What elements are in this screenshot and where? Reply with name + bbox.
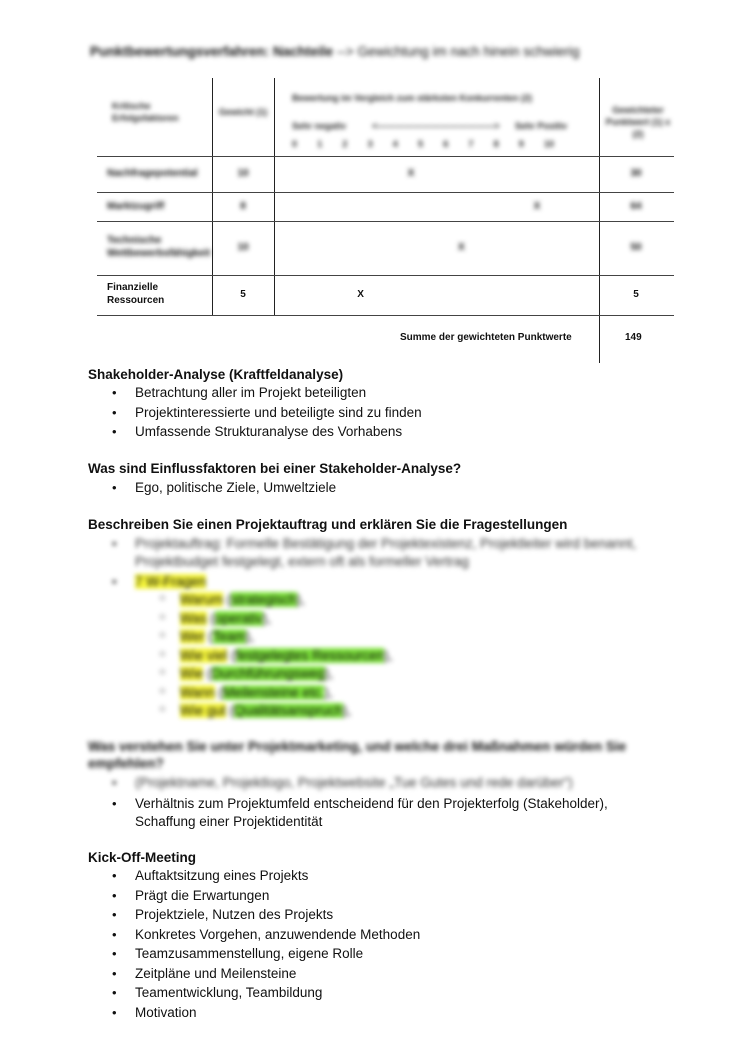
page-heading [90, 44, 580, 59]
factor-name: Nachfragepotential [107, 168, 198, 179]
wfragen-label [135, 574, 206, 589]
list-item: Teamzusammenstellung, eigene Rolle [135, 946, 364, 961]
weight-value: 5 [240, 289, 246, 300]
rating-mark: X [458, 242, 465, 253]
weight-value: 8 [240, 200, 246, 212]
table-divider [274, 78, 275, 316]
rating-mark: X [533, 200, 541, 212]
list-item: Teamentwicklung, Teambildung [135, 985, 323, 1000]
scale-number: 7 [468, 139, 474, 149]
wfrage-question: Wie viel [180, 647, 228, 663]
weighted-value: 50 [630, 242, 642, 253]
sub-bullet: ○ [159, 647, 166, 660]
table-rule [97, 221, 674, 222]
scale-number: 10 [544, 139, 555, 149]
wfrage-item: Wer (Team), [180, 629, 255, 644]
bullet: • [112, 404, 117, 420]
heading-rest-part: --> Gewichtung im nach hinein schwierig [333, 44, 580, 59]
wfrage-question: Was [180, 610, 207, 626]
wfrage-answer: festgelegtes Ressourcen [235, 647, 385, 663]
sub-bullet: ○ [159, 703, 166, 715]
scale-left-label: Sehr negativ [292, 121, 347, 131]
marketing-bullet-2-line1: Verhältnis zum Projektumfeld entscheidend für den Projekterfolg (Stakeholder), [135, 796, 608, 811]
wfrage-item: Wie viel (festgelegtes Ressourcen), [180, 647, 393, 663]
wfrage-answer: Qualitätsanspruch [234, 703, 343, 718]
scale-number: 5 [418, 139, 424, 149]
list-item: Auftaktsitzung eines Projekts [135, 868, 309, 883]
scale-number: 6 [443, 139, 449, 149]
section-heading-marketing-line2: empfehlen? [88, 756, 164, 771]
sub-bullet: ○ [159, 684, 166, 697]
auftrag-text-line2: Projektbudget festgelegt, extern oft als formeller Vertrag [135, 554, 469, 569]
rating-mark: X [357, 289, 364, 300]
sub-bullet: ○ [159, 629, 166, 641]
bullet: • [112, 868, 117, 883]
list-item: Zeitpläne und Meilensteine [135, 965, 297, 981]
bullet: • [112, 985, 117, 1000]
auftrag-text-line1: Projektauftrag: Formelle Bestätigung der Projektexistenz, Projektleiter wird benannt, [135, 536, 637, 551]
list-item: Projektziele, Nutzen des Projekts [135, 907, 334, 922]
bullet: • [112, 536, 117, 551]
header-weight: Gewicht (1) [218, 107, 268, 117]
sum-label: Summe der gewichteten Punktwerte [400, 332, 572, 343]
bullet: • [112, 926, 117, 942]
section-heading-stakeholder: Shakeholder-Analyse (Kraftfeldanalyse) [88, 367, 344, 382]
header-factors: Kritische Erfolgsfaktoren [112, 101, 179, 123]
wfrage-answer: Team [212, 629, 246, 644]
wfragen-label-text: 7 W-Fragen [135, 574, 207, 589]
wfrage-question: Wer [180, 629, 205, 644]
bullet: • [112, 796, 117, 811]
header-rating: Bewertung im Vergleich zum stärksten Konkurrenten (2) [292, 93, 533, 103]
scale-right-label: Sehr Positiv [515, 121, 568, 131]
table-rule [97, 192, 674, 193]
bullet: • [112, 480, 117, 495]
table-rule [97, 275, 674, 276]
factor-name: Technische Wettbewerbsfähigkeit [107, 235, 211, 259]
bullet: • [112, 385, 117, 400]
scale-number: 4 [392, 139, 398, 149]
factor-name: Finanzielle Ressourcen [107, 282, 165, 306]
bullet: • [112, 907, 117, 922]
bullet: • [112, 775, 117, 790]
wfrage-item: Wie gut (Qualitätsanspruch), [180, 703, 352, 718]
list-item: Betrachtung aller im Projekt beteiligten [135, 385, 367, 400]
weighted-value: 30 [630, 168, 642, 179]
section-heading-auftrag: Beschreiben Sie einen Projektauftrag und erklären Sie die Fragestellungen [88, 517, 568, 532]
wfrage-answer: Meilensteine etc. [223, 684, 325, 700]
scale-number: 0 [292, 139, 298, 149]
weight-value: 10 [237, 168, 249, 179]
marketing-bullet-1: (Projektname, Projektlogo, Projektwebsite „Tue Gutes und rede darüber“) [135, 775, 573, 790]
list-item: Motivation [135, 1004, 197, 1020]
sub-bullet: ○ [159, 592, 166, 604]
list-item: Prägt die Erwartungen [135, 887, 270, 903]
section-heading-kickoff: Kick-Off-Meeting [88, 850, 196, 865]
sub-bullet: ○ [159, 610, 166, 623]
scale-number: 8 [493, 139, 499, 149]
table-divider [212, 78, 213, 316]
heading-bold-part: Punktbewertungsverfahren: Nachteile [90, 44, 334, 59]
list-item: Konkretes Vorgehen, anzuwendende Methoden [135, 926, 421, 942]
weighted-value: 5 [633, 289, 639, 300]
marketing-bullet-2-line2: Schaffung einer Projektidentität [135, 814, 323, 829]
rating-mark: X [407, 168, 415, 179]
bullet: • [112, 965, 117, 981]
scale-number: 3 [367, 139, 373, 149]
wfrage-item: Warum (strategisch), [180, 592, 305, 607]
factor-name: Marktzugriff [107, 200, 165, 212]
sub-bullet: ○ [159, 666, 166, 678]
scale-number: 1 [317, 139, 323, 149]
list-item: Projektinteressierte und beteiligte sind zu finden [135, 404, 422, 420]
wfrage-item: Was (operativ), [180, 610, 272, 626]
section-heading-einfluss: Was sind Einflussfaktoren bei einer Stakeholder-Analyse? [88, 461, 462, 476]
scale-number: 2 [342, 139, 348, 149]
wfrage-question: Wann [180, 684, 215, 700]
scale-arrow: <—————————————> [372, 121, 500, 131]
bullet: • [112, 946, 117, 961]
list-item: Ego, politische Ziele, Umweltziele [135, 480, 337, 495]
bullet: • [112, 1004, 117, 1020]
weighted-value: 64 [630, 200, 642, 212]
wfrage-item: Wann (Meilensteine etc.), [180, 684, 333, 700]
wfrage-question: Wie [180, 666, 204, 681]
wfrage-item: Wie (Durchführungsweg), [180, 666, 334, 681]
bullet: • [112, 887, 117, 903]
weight-value: 10 [237, 242, 249, 253]
section-heading-marketing-line1: Was verstehen Sie unter Projektmarketing, und welche drei Maßnahmen würden Sie [88, 739, 627, 754]
sum-value: 149 [625, 332, 642, 343]
wfrage-question: Wie gut [180, 703, 226, 718]
scale-number: 9 [518, 139, 524, 149]
wfrage-answer: strategisch [231, 592, 297, 607]
wfrage-answer: operativ [214, 610, 263, 626]
wfrage-question: Warum [180, 592, 223, 607]
evaluation-table [97, 78, 674, 363]
list-item: Umfassende Strukturanalyse des Vorhabens [135, 424, 403, 439]
bullet: • [112, 574, 117, 589]
wfrage-answer: Durchführungsweg [211, 666, 325, 681]
bullet: • [112, 424, 117, 439]
table-rule [97, 315, 674, 316]
header-weighted: Gewichteter Punktwert (1) x (2) [605, 105, 671, 139]
table-rule [97, 156, 674, 157]
